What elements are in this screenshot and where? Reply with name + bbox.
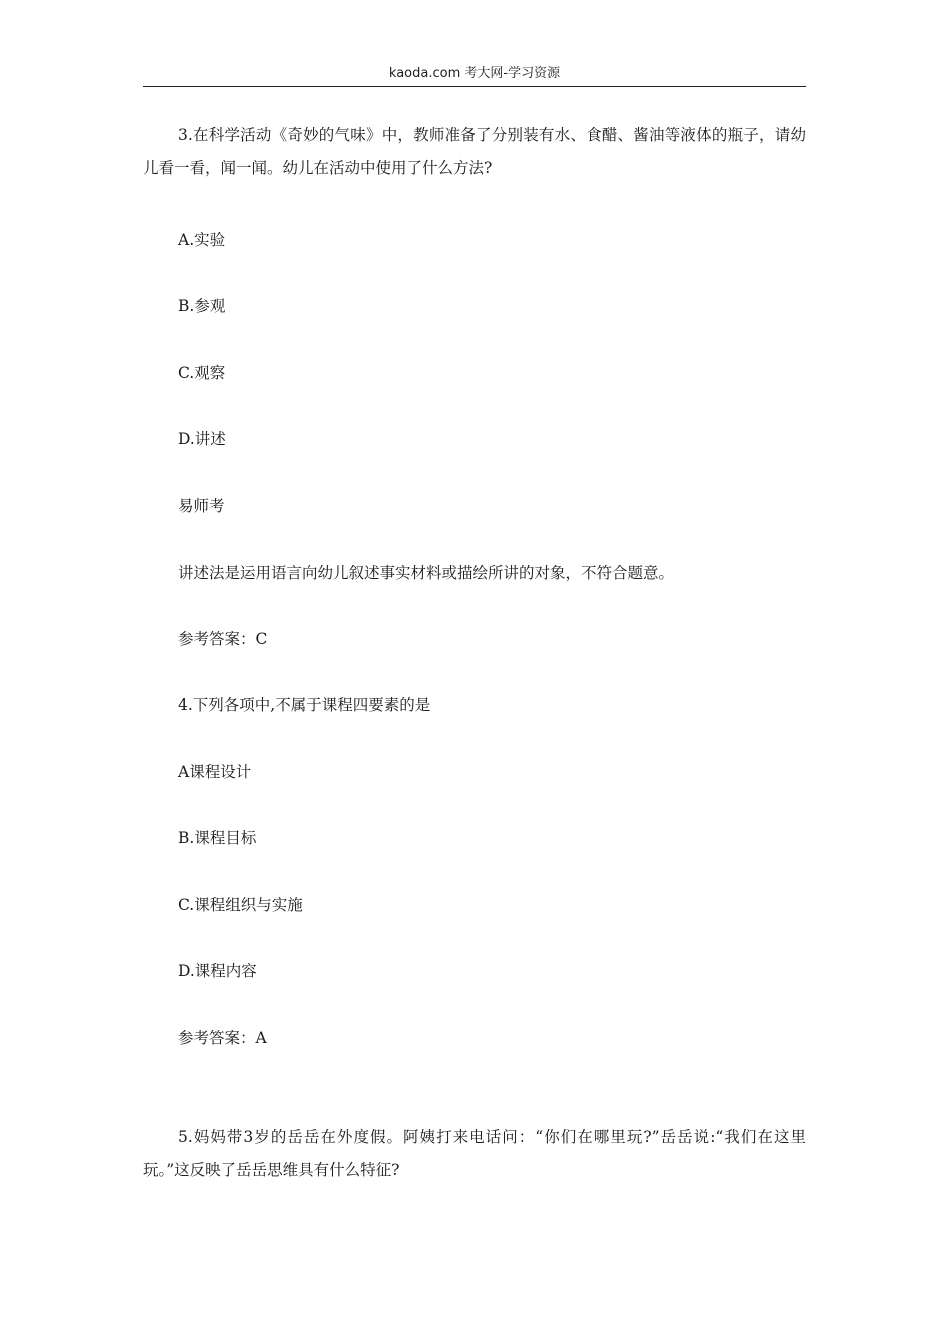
question-5-text: 5.妈妈带3岁的岳岳在外度假。阿姨打来电话问：“你们在哪里玩?”岳岳说:“我们在这里玩。”这反映了岳岳思维具有什么特征?: [143, 1128, 806, 1179]
q3-option-a: A.实验: [178, 231, 226, 249]
question-4-text: 4.下列各项中,不属于课程四要素的是: [178, 696, 431, 714]
q4-option-b: B.课程目标: [178, 829, 257, 847]
page-header: [143, 64, 806, 87]
question-3-text: 3.在科学活动《奇妙的气味》中，教师准备了分别装有水、食醋、酱油等液体的瓶子，请幼儿看一看，闻一闻。幼儿在活动中使用了什么方法?: [143, 126, 806, 177]
header-text: kaoda.com 考大网-学习资源: [388, 66, 561, 81]
q4-option-a: A课程设计: [178, 763, 252, 781]
q3-option-c: C.观察: [178, 364, 226, 382]
q4-answer: 参考答案：A: [178, 1029, 267, 1047]
q3-answer: 参考答案：C: [178, 630, 268, 648]
q4-option-c: C.课程组织与实施: [178, 896, 303, 914]
q4-option-d: D.课程内容: [178, 962, 257, 980]
q3-option-b: B.参观: [178, 297, 226, 315]
q3-explanation: 讲述法是运用语言向幼儿叙述事实材料或描绘所讲的对象，不符合题意。: [178, 564, 675, 582]
q3-source: 易师考: [178, 497, 225, 515]
q3-option-d: D.讲述: [178, 430, 226, 448]
